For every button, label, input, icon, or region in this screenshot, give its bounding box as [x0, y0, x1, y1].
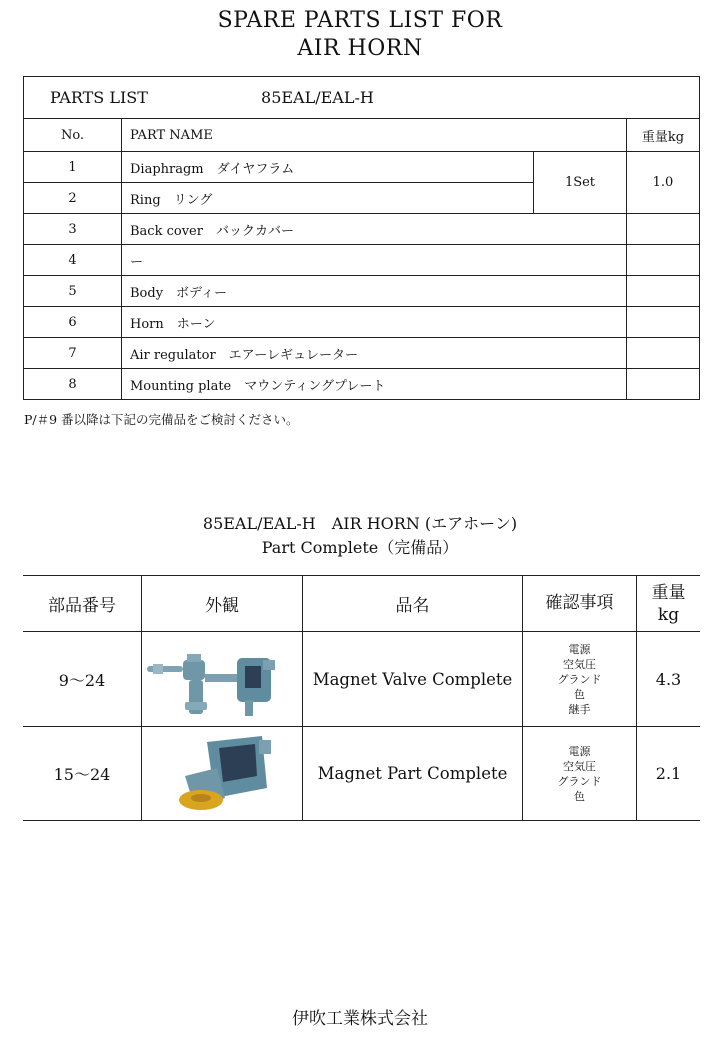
part-name: Ring リング: [122, 183, 534, 214]
title-line-1: SPARE PARTS LIST FOR: [217, 8, 503, 33]
part-name: Air regulator エアーレギュレーター: [122, 338, 627, 369]
part-weight: [627, 276, 700, 307]
part-name: Body ボディー: [122, 276, 627, 307]
check-item: 電源: [568, 744, 591, 758]
parts-list-model: 85EAL/EAL-H: [261, 88, 374, 107]
magnet-part-icon: [167, 732, 277, 816]
table-row: [24, 276, 700, 307]
parts-list-label: PARTS LIST: [50, 88, 148, 107]
part-no: 7: [24, 338, 122, 369]
part-no: 6: [24, 307, 122, 338]
parts-list-column-header-row: [24, 119, 700, 152]
part-no: 8: [24, 369, 122, 400]
weight-header-line-2: kg: [657, 604, 680, 625]
document-title: [0, 7, 720, 63]
col-header-part-number: 部品番号: [23, 576, 142, 632]
complete-parts-table: [23, 575, 700, 821]
complete-section-title: 85EAL/EAL-H AIR HORN (エアホーン): [202, 514, 518, 533]
part-weight: [627, 214, 700, 245]
complete-part-number: 9～24: [23, 632, 142, 727]
company-name: 伊吹工業株式会社: [292, 1009, 428, 1029]
check-item: グランド: [557, 774, 602, 788]
part-weight: [627, 245, 700, 276]
parts-list-header-cell: [24, 77, 700, 119]
note-text: P/＃9 番以降は下記の完備品をご検討ください。: [24, 412, 299, 427]
part-name: ー: [122, 245, 627, 276]
magnet-valve-icon: [147, 640, 297, 718]
col-header-product-name: 品名: [303, 576, 523, 632]
col-header-appearance: 外観: [142, 576, 303, 632]
title-line-2: AIR HORN: [297, 36, 423, 61]
part-no: 3: [24, 214, 122, 245]
check-items-list: [523, 727, 637, 821]
part-no: 4: [24, 245, 122, 276]
table-row: [24, 152, 700, 183]
complete-part-weight: 2.1: [637, 727, 701, 821]
weight-header-line-1: 重量: [651, 582, 686, 603]
part-no: 1: [24, 152, 122, 183]
parts-list-table: [23, 76, 700, 400]
check-item: 空気圧: [563, 759, 596, 773]
complete-section-subtitle: Part Complete（完備品）: [261, 538, 459, 557]
part-weight: [627, 369, 700, 400]
col-header-check-items: 確認事項: [523, 576, 637, 632]
table-row: [23, 727, 700, 821]
part-no: 5: [24, 276, 122, 307]
part-name: Horn ホーン: [122, 307, 627, 338]
part-weight: [627, 307, 700, 338]
table-row: [24, 214, 700, 245]
check-item: 継手: [568, 702, 591, 716]
table-row: [23, 632, 700, 727]
part-name: Diaphragm ダイヤフラム: [122, 152, 534, 183]
check-item: 色: [574, 789, 585, 803]
col-header-weight: [637, 576, 701, 632]
part-name: Back cover バックカバー: [122, 214, 627, 245]
check-item: グランド: [557, 672, 602, 686]
col-header-weight: 重量kg: [627, 119, 700, 152]
table-row: [24, 245, 700, 276]
complete-part-number: 15～24: [23, 727, 142, 821]
magnet-valve-photo: [142, 632, 303, 727]
check-item: 電源: [568, 642, 591, 656]
check-item: 空気圧: [563, 657, 596, 671]
part-weight: [627, 338, 700, 369]
col-header-part-name: PART NAME: [122, 119, 627, 152]
set-label: 1Set: [534, 152, 627, 214]
complete-part-name: Magnet Part Complete: [303, 727, 523, 821]
part-name: Mounting plate マウンティングプレート: [122, 369, 627, 400]
parts-list-header-row: [24, 77, 700, 119]
check-items-list: [523, 632, 637, 727]
table-row: [24, 369, 700, 400]
table-row: [24, 338, 700, 369]
magnet-part-photo: [142, 727, 303, 821]
part-no: 2: [24, 183, 122, 214]
complete-parts-header-row: [23, 576, 700, 632]
complete-part-weight: 4.3: [637, 632, 701, 727]
table-row: [24, 307, 700, 338]
check-item: 色: [574, 687, 585, 701]
complete-part-name: Magnet Valve Complete: [303, 632, 523, 727]
col-header-no: No.: [24, 119, 122, 152]
set-weight: 1.0: [627, 152, 700, 214]
